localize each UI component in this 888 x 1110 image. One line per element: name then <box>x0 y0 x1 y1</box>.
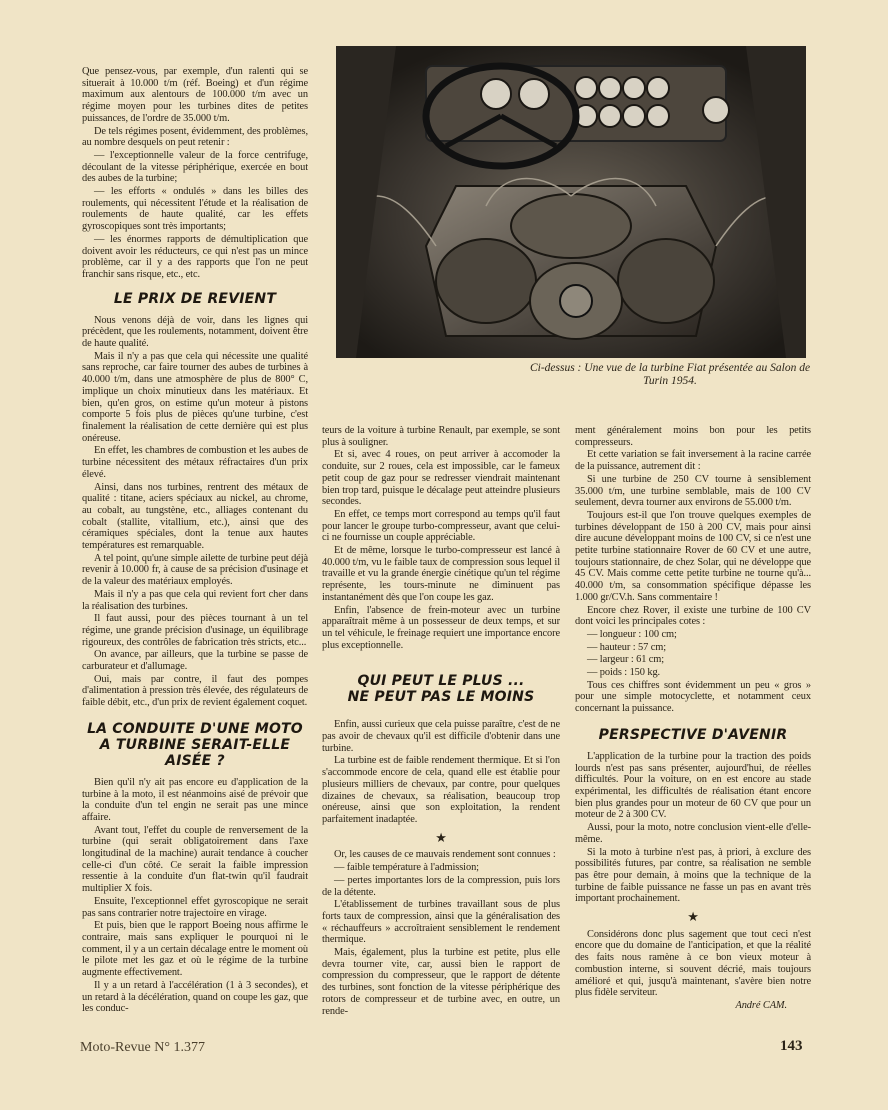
paragraph: Mais il n'y a pas que cela qui revient fort cher dans la réalisation des turbines. <box>82 588 308 612</box>
paragraph: Considérons donc plus sagement que tout ceci n'est encore que du domaine de l'anticipation, et que la réalité des faits nous ramène à ce bon vieux moteur à combustion interne, si souvent décrié, mais toujours amélioré et qui, jusqu'à maintenant, s'avère bien notre plus fidèle serviteur. <box>575 928 811 999</box>
column-3 <box>575 425 811 1013</box>
paragraph: Que pensez-vous, par exemple, d'un ralenti qui se situerait à 10.000 t/m (réf. Boeing) et d'un régime maximum aux alentours de 100.000 t/m avec un régime moyen pour les turbines dites de petites puissances, de l'ordre de 35.000 t/m. <box>82 66 308 124</box>
paragraph: De tels régimes posent, évidemment, des problèmes, au nombre desquels on peut retenir : <box>82 125 308 149</box>
list-item: — hauteur : 57 cm; <box>587 641 666 653</box>
paragraph: Et si, avec 4 roues, on peut arriver à accomoder la conduite, sur 2 roues, cela est impossible, car le fameux petit coup de gaz pour se redresser viendrait maintenant bien trop tard, puisque le décalage peut atteindre plusieurs secondes. <box>322 449 560 508</box>
turbine-photo <box>336 46 806 358</box>
heading-line: NE PEUT PAS LE MOINS <box>347 689 535 706</box>
paragraph: Aussi, pour la moto, notre conclusion vient-elle d'elle-même. <box>575 822 811 845</box>
paragraph: Oui, mais par contre, il faut des pompes d'alimentation à pression très élevée, des régulateurs de faible débit, etc., d'un prix de revient également coquet. <box>82 673 308 709</box>
paragraph: Il faut aussi, pour des pièces tournant à un tel régime, une grande précision d'usinage, un équilibrage rigoureux, des contrôles de fabrication très stricts, etc... <box>82 613 308 648</box>
section-heading-qui-peut <box>322 673 560 705</box>
paragraph: Il y a un retard à l'accélération (1 à 3 secondes), et un retard à la décélération, quand on coupe les gaz, que les conduc- <box>82 979 308 1015</box>
list-item: — l'exceptionnelle valeur de la force centrifuge, découlant de la vitesse périphérique, exercée en bout des aubes de la turbine; <box>82 149 308 185</box>
list-item: — faible température à l'admission; <box>334 862 479 874</box>
paragraph: Et puis, bien que le rapport Boeing nous affirme le contraire, mais sans expliquer le pourquoi ni le comment, il y a un certain décalage entre le moment où le pilote met les gaz et où le régime de la turbine augmente effectivement. <box>82 920 308 979</box>
paragraph: Ainsi, dans nos turbines, rentrent des métaux de qualité : titane, aciers spéciaux au nickel, au chrome, au cobalt, au tungstène, etc., alliages contenant du cobalt (stallite, vitallium, etc.), ainsi que des céramiques spéciales, dont la tenue aux hautes températures est remarquable. <box>82 481 308 552</box>
heading-line: QUI PEUT LE PLUS ... <box>357 673 525 690</box>
paragraph: Bien qu'il n'y ait pas encore eu d'application de la turbine à la moto, il est néanmoins aisé de prévoir que la conduite d'un tel engin ne serait pas une mince affaire. <box>82 776 308 823</box>
heading-line: A TURBINE SERAIT-ELLE AISÉE ? <box>99 736 291 769</box>
list-item: — largeur : 61 cm; <box>587 654 665 666</box>
magazine-issue: Moto-Revue N° 1.377 <box>80 1040 205 1055</box>
column-2 <box>322 425 560 1018</box>
paragraph: Mais il n'y a pas que cela qui nécessite une qualité sans reproche, car faire tourner des aubes de turbines à 40.000 t/m, dans une atmosphère de plus de 800° C, implique un choix minutieux dans les matériaux. Et bien, qu'en gros, on estime qu'un moteur à pistons comporte 5 fois plus de pièces qu'une turbine, c'est finalement la réalisation de cette dernière qui est plus onéreuse. <box>82 350 308 444</box>
paragraph: Encore chez Rover, il existe une turbine de 100 CV dont voici les principales cotes : <box>575 604 811 628</box>
paragraph: La turbine est de faible rendement thermique. Et si l'on s'accommode encore de cela, quand elle est établie pour plusieurs milliers de chevaux, par contre, pour quelques dizaines de chevaux, sa réalisation, beaucoup trop onéreuse, ainsi que son exploitation, la rendent parfaitement inadaptée. <box>322 755 560 825</box>
list-item: — longueur : 100 cm; <box>587 628 677 640</box>
photo-caption: Ci-dessus : Une vue de la turbine Fiat présentée au Salon de Turin 1954. <box>529 362 811 387</box>
paragraph: En effet, les chambres de combustion et les aubes de turbine nécessitent des métaux réfractaires d'un prix élevé. <box>82 445 308 480</box>
paragraph: Et cette variation se fait inversement à la racine carrée de la puissance, autrement dit : <box>575 449 811 473</box>
paragraph: L'établissement de turbines travaillant sous de plus forts taux de compression, ainsi que la généralisation des « réchauffeurs » accroîtraient sensiblement le rendement thermique. <box>322 899 560 946</box>
section-heading-perspective: PERSPECTIVE D'AVENIR <box>598 726 788 743</box>
paragraph: Si une turbine de 250 CV tourne à sensiblement 35.000 t/m, une turbine semblable, mais de 100 CV seulement, devra tourner aux environs de 55.000 t/m. <box>575 473 811 509</box>
paragraph: L'application de la turbine pour la traction des poids lourds n'est pas sans présenter, aujourd'hui, de réelles difficultés. Pour la voiture, on en est encore au stade expérimental, les difficultés de réalisation étant encore bien plus grandes pour un moteur de 60 CV que pour un moteur de 2 à 300 CV. <box>575 750 811 821</box>
list-item: — les énormes rapports de démultiplication que doivent avoir les réducteurs, ce qui n'est pas un mince problème, car il y a des rapports que l'on ne peut franchir sans risque, etc., etc. <box>82 233 308 280</box>
paragraph: Nous venons déjà de voir, dans les lignes qui précèdent, que les roulements, notamment, doivent être de haute qualité. <box>82 314 308 350</box>
column-1 <box>82 66 308 1016</box>
turbine-photo-image <box>336 46 806 358</box>
paragraph: ment généralement moins bon pour les petits compresseurs. <box>575 425 811 448</box>
paragraph: Enfin, l'absence de frein-moteur avec un turbine apparaîtrait même à un possesseur de deux temps, et sur un tel véhicule, le freinage requiert une importance encore plus exceptionnelle. <box>322 604 560 651</box>
paragraph: Toujours est-il que l'on trouve quelques exemples de turbines développant de 150 à 200 CV, mais pour ainsi dire aucune développant moins de 100 CV, si ce n'est une petite turbine stationnaire Rover de 60 CV et une autre, toujours stationnaire, de chez Solar, qui ne développe que 45 CV. Mais comme cette petite turbine ne tourne qu'à... 40.000 t/m, sa consommation spécifique dépasse les 1.000 gr/CV.h. Sans commentaire ! <box>575 509 811 603</box>
paragraph: En effet, ce temps mort correspond au temps qu'il faut pour lancer le groupe turbo-compresseur, avant que celui-ci ne fournisse un couple appréciable. <box>322 508 560 544</box>
list-item: — pertes importantes lors de la compression, puis lors de la détente. <box>322 874 560 898</box>
paragraph: Ensuite, l'exceptionnel effet gyroscopique ne serait pas sans contrarier notre trajectoire en virage. <box>82 895 308 919</box>
list-item: — poids : 150 kg. <box>587 667 661 679</box>
section-heading-conduite <box>82 721 308 769</box>
paragraph: A tel point, qu'une simple ailette de turbine peut déjà revenir à 10.000 fr, à cause de sa précision d'usinage et de la valeur des matériaux employés. <box>82 552 308 588</box>
section-heading-prix: LE PRIX DE REVIENT <box>113 290 277 307</box>
page-number: 143 <box>780 1038 803 1054</box>
paragraph: Mais, également, plus la turbine est petite, plus elle devra tourner vite, car, aussi bien le rapport de compression du compresseur, que le rapport de détente des turbines, sont fonction de la vitesse périphérique des rotors de compresseur et de turbine avec, en outre, un rende- <box>322 947 560 1017</box>
star-separator: ★ <box>687 909 699 925</box>
star-separator: ★ <box>435 829 447 845</box>
paragraph: Or, les causes de ce mauvais rendement sont connues : <box>334 849 556 861</box>
paragraph: Enfin, aussi curieux que cela puisse paraître, c'est de ne pas avoir de chevaux qu'il est difficile d'obtenir dans une turbine. <box>322 719 560 754</box>
heading-line: LA CONDUITE D'UNE MOTO <box>87 720 303 737</box>
paragraph: Tous ces chiffres sont évidemment un peu « gros » pour une simple motocyclette, et notamment ceux concernant la puissance. <box>575 679 811 715</box>
paragraph: Si la moto à turbine n'est pas, à priori, à exclure des possibilités futures, par contre, sa réalisation ne semble pas être pour demain, à moins que la technique de la turbine de faible puissance ne fasse un pas en avant très important prochainement. <box>575 846 811 905</box>
paragraph: On avance, par ailleurs, que la turbine se passe de carburateur et d'allumage. <box>82 649 308 673</box>
paragraph: Avant tout, l'effet du couple de renversement de la turbine (qui serait obligatoirement dans l'axe longitudinal de la machine) aurait tendance à coucher celle-ci d'un côté. Ce serait la faible impression ressentie à la conduite d'un flat-twin qu'il faudrait multiplier X fois. <box>82 824 308 895</box>
paragraph: teurs de la voiture à turbine Renault, par exemple, se sont plus à souligner. <box>322 425 560 448</box>
list-item: — les efforts « ondulés » dans les billes des roulements, qui nécessitent l'étude et la réalisation de roulements de haute qualité, car les effets gyroscopiques sont très importants; <box>82 186 308 233</box>
paragraph: Et de même, lorsque le turbo-compresseur est lancé à 40.000 t/m, vu le faible taux de compression sous lequel il travaille et vu la grande énergie cinétique qu'un tel régime représente, les tours-minute ne diminuent pas instantanément dès que l'on coupe les gaz. <box>322 545 560 603</box>
author-signature: André CAM. <box>735 999 787 1011</box>
